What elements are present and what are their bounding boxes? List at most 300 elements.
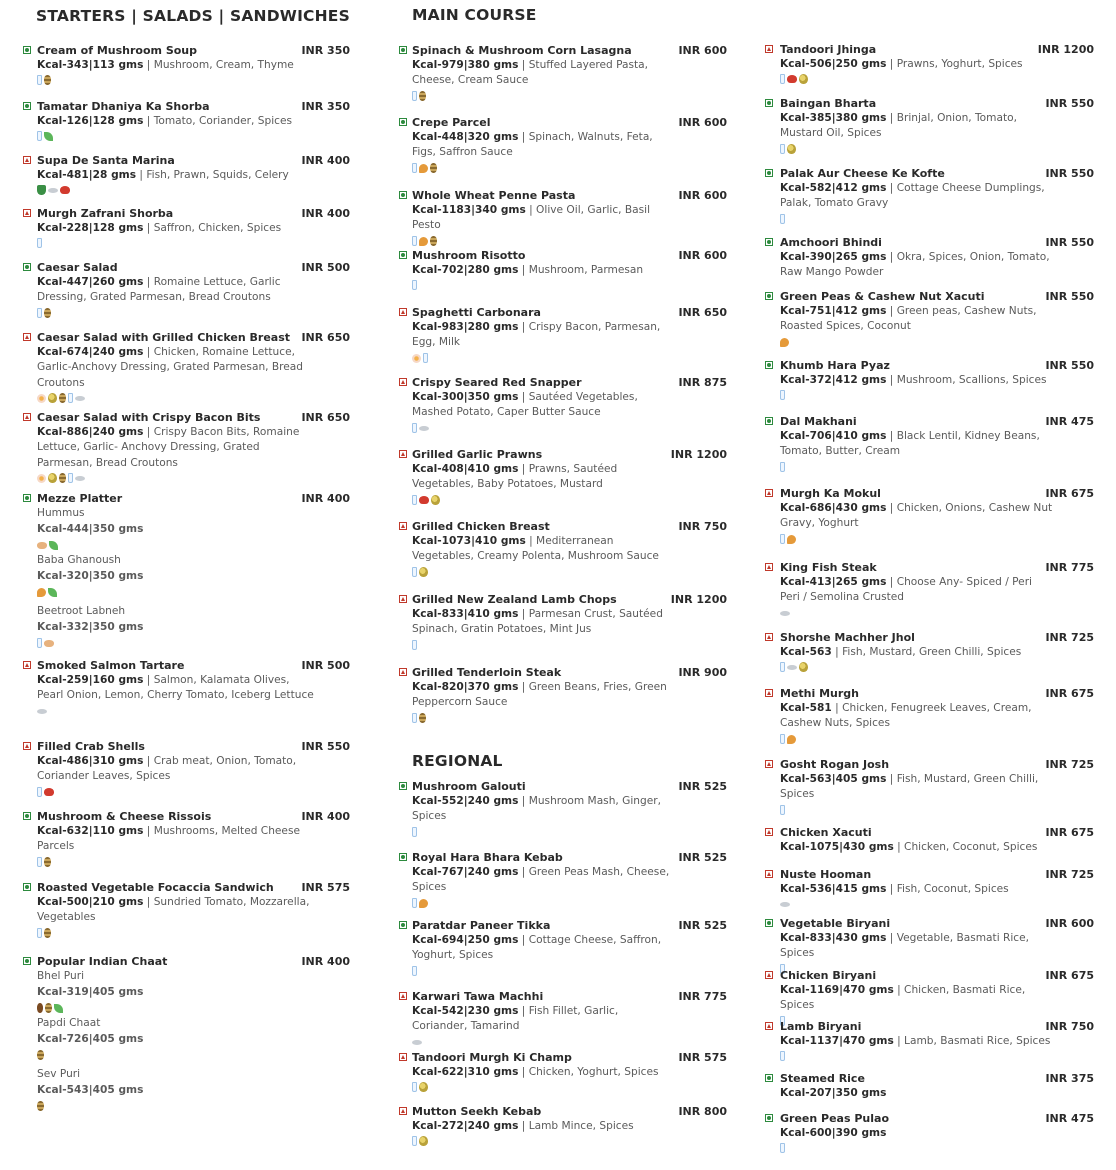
milk-icon (37, 131, 42, 141)
sub-item-label: Hummus (37, 507, 85, 519)
milk-icon (37, 238, 42, 248)
item-kcal: Kcal-702|280 gms (412, 264, 519, 276)
milk-icon (780, 462, 785, 472)
item-price: INR 675 (1045, 687, 1094, 700)
sub-item-kcal: Kcal-319|405 gms (37, 986, 144, 998)
sub-item-kcal: Kcal-726|405 gms (37, 1033, 144, 1045)
fish-icon (419, 426, 429, 431)
crustacean-icon (787, 75, 797, 83)
item-name: Palak Aur Cheese Ke Kofte (780, 167, 945, 180)
nonveg-mark-icon (23, 156, 31, 164)
item-name: Tandoori Murgh Ki Champ (412, 1051, 572, 1064)
item-description: | Salmon, Kalamata Olives, Pearl Onion, Lemon, Cherry Tomato, Iceberg Lettuce (37, 674, 314, 702)
item-description: | Crispy Bacon Bits, Romaine Lettuce, Garlic- Anchovy Dressing, Grated Parmesan, Bread Croutons (37, 426, 300, 469)
milk-icon (780, 74, 785, 84)
item-price: INR 725 (1045, 631, 1094, 644)
item-price: INR 775 (1045, 561, 1094, 574)
item-details (37, 114, 317, 129)
item-price: INR 350 (301, 44, 350, 57)
fish-icon (75, 396, 85, 401)
fish-icon (787, 665, 797, 670)
gluten-icon (37, 1101, 44, 1111)
item-details (780, 501, 1055, 532)
sub-item-label: Baba Ghanoush (37, 554, 121, 566)
veg-mark-icon (765, 417, 773, 425)
item-description: | Sundried Tomato, Mozzarella, Vegetables (37, 896, 310, 924)
item-kcal: Kcal-600|390 gms (780, 1127, 887, 1139)
egg-icon (37, 474, 46, 483)
item-name: Cream of Mushroom Soup (37, 44, 198, 57)
item-details (780, 882, 1055, 897)
milk-icon (780, 390, 785, 400)
item-name: Gosht Rogan Josh (780, 758, 890, 771)
item-name: Tamatar Dhaniya Ka Shorba (37, 100, 210, 113)
nonveg-mark-icon (765, 45, 773, 53)
item-price: INR 600 (678, 44, 727, 57)
item-price: INR 575 (678, 1051, 727, 1064)
celery-icon (37, 185, 46, 195)
item-name: Roasted Vegetable Focaccia Sandwich (37, 881, 274, 894)
item-description: | Lamb Mince, Spices (518, 1120, 634, 1132)
mustard-icon (787, 144, 796, 154)
milk-icon (412, 91, 417, 101)
milk-icon (412, 280, 417, 290)
item-description: | Cottage Cheese Dumplings, Palak, Tomato Gravy (780, 182, 1045, 210)
milk-icon (780, 805, 785, 815)
veg-mark-icon (765, 99, 773, 107)
veg-mark-icon (399, 782, 407, 790)
item-details (37, 754, 317, 785)
vegan-leaf-icon (44, 132, 53, 141)
allergen-icons (780, 1050, 785, 1062)
item-price: INR 650 (301, 411, 350, 424)
sub-item-label: Beetroot Labneh (37, 605, 126, 617)
section-title-starters: STARTERS | SALADS | SANDWICHES (36, 7, 350, 25)
item-price: INR 675 (1045, 969, 1094, 982)
milk-icon (780, 734, 785, 744)
item-price: INR 550 (301, 740, 350, 753)
item-price: INR 775 (678, 990, 727, 1003)
gluten-icon (59, 393, 66, 403)
item-kcal: Kcal-632|110 gms (37, 825, 144, 837)
sub-item-kcal: Kcal-444|350 gms (37, 523, 144, 535)
nonveg-mark-icon (23, 333, 31, 341)
item-kcal: Kcal-228|128 gms (37, 222, 144, 234)
milk-icon (412, 1136, 417, 1146)
milk-icon (37, 787, 42, 797)
fish-icon (412, 1040, 422, 1045)
item-name: Mutton Seekh Kebab (412, 1105, 542, 1118)
item-details (780, 701, 1055, 732)
item-details (780, 429, 1055, 460)
gluten-icon (44, 928, 51, 938)
item-name: Murgh Ka Mokul (780, 487, 881, 500)
veg-mark-icon (399, 118, 407, 126)
allergen-icons (37, 539, 58, 551)
item-price: INR 350 (301, 100, 350, 113)
item-details (412, 130, 674, 161)
item-kcal: Kcal-833|410 gms (412, 608, 519, 620)
allergen-icons (780, 336, 789, 348)
item-price: INR 575 (301, 881, 350, 894)
item-kcal: Kcal-385|380 gms (780, 112, 887, 124)
item-name: Baingan Bharta (780, 97, 877, 110)
sub-item-kcal: Kcal-543|405 gms (37, 1084, 144, 1096)
item-kcal: Kcal-833|430 gms (780, 932, 887, 944)
pork-icon (37, 542, 47, 549)
item-description: | Tomato, Coriander, Spices (143, 115, 292, 127)
item-description: | Mediterranean Vegetables, Creamy Polenta, Mushroom Sauce (412, 535, 659, 563)
item-kcal: Kcal-1075|430 gms (780, 841, 894, 853)
item-details (412, 933, 674, 964)
veg-mark-icon (765, 919, 773, 927)
allergen-icons (780, 213, 785, 225)
item-price: INR 800 (678, 1105, 727, 1118)
item-details (780, 931, 1055, 962)
item-details (37, 895, 317, 926)
allergen-icons (37, 74, 51, 86)
milk-icon (780, 1143, 785, 1153)
item-details (412, 320, 674, 351)
vegan-leaf-icon (54, 1004, 63, 1013)
nonveg-mark-icon (399, 1053, 407, 1061)
item-kcal: Kcal-767|240 gms (412, 866, 519, 878)
item-description: | Mushroom Mash, Ginger, Spices (412, 795, 661, 823)
item-name: Shorshe Machher Jhol (780, 631, 915, 644)
veg-mark-icon (399, 853, 407, 861)
milk-icon (780, 1051, 785, 1061)
item-name: Smoked Salmon Tartare (37, 659, 185, 672)
allergen-icons (412, 826, 417, 838)
item-details (780, 1034, 1055, 1049)
veg-mark-icon (23, 957, 31, 965)
nonveg-mark-icon (23, 661, 31, 669)
item-description: | Fish Fillet, Garlic, Coriander, Tamarind (412, 1005, 619, 1033)
item-name: Mushroom Risotto (412, 249, 526, 262)
item-kcal: Kcal-1183|340 gms (412, 204, 526, 216)
item-description: | Okra, Spices, Onion, Tomato, Raw Mango Powder (780, 251, 1050, 279)
item-kcal: Kcal-126|128 gms (37, 115, 144, 127)
item-name: Caesar Salad (37, 261, 118, 274)
item-name: Nuste Hooman (780, 868, 872, 881)
item-kcal: Kcal-542|230 gms (412, 1005, 519, 1017)
item-price: INR 500 (301, 659, 350, 672)
veg-mark-icon (23, 812, 31, 820)
item-kcal: Kcal-1073|410 gms (412, 535, 526, 547)
fish-icon (780, 611, 790, 616)
item-description: | Green Beans, Fries, Green Peppercorn Sauce (412, 681, 667, 709)
item-price: INR 525 (678, 780, 727, 793)
item-description: | Cottage Cheese, Saffron, Yoghurt, Spices (412, 934, 662, 962)
item-kcal: Kcal-207|350 gms (780, 1087, 887, 1099)
item-description: | Stuffed Layered Pasta, Cheese, Cream Sauce (412, 59, 649, 87)
nonveg-mark-icon (765, 870, 773, 878)
milk-icon (37, 638, 42, 648)
item-description: | Fish, Coconut, Spices (886, 883, 1009, 895)
nonveg-mark-icon (399, 992, 407, 1000)
item-kcal: Kcal-272|240 gms (412, 1120, 519, 1132)
item-description: | Chicken, Fenugreek Leaves, Cream, Cashew Nuts, Spices (780, 702, 1032, 730)
item-description: | Mushrooms, Melted Cheese Parcels (37, 825, 300, 853)
fish-icon (75, 476, 85, 481)
item-price: INR 725 (1045, 758, 1094, 771)
veg-mark-icon (765, 238, 773, 246)
item-details (780, 111, 1055, 142)
nuts-icon (787, 735, 796, 744)
nonveg-mark-icon (399, 1107, 407, 1115)
allergen-icons (37, 130, 53, 142)
item-description: | Mushroom, Parmesan (518, 264, 644, 276)
milk-icon (412, 1082, 417, 1092)
item-details (412, 865, 674, 896)
item-price: INR 400 (301, 154, 350, 167)
pork-icon (44, 640, 54, 647)
item-description: | Chicken, Yoghurt, Spices (518, 1066, 659, 1078)
allergen-icons (780, 733, 796, 745)
item-description: | Mushroom, Cream, Thyme (143, 59, 294, 71)
item-name: Supa De Santa Marina (37, 154, 175, 167)
item-name: Grilled Chicken Breast (412, 520, 550, 533)
item-description: | Sautéed Vegetables, Mashed Potato, Caper Butter Sauce (412, 391, 638, 419)
item-kcal: Kcal-536|415 gms (780, 883, 887, 895)
veg-mark-icon (399, 191, 407, 199)
allergen-icons (37, 1049, 44, 1061)
item-description: | Prawns, Yoghurt, Spices (886, 58, 1023, 70)
item-price: INR 400 (301, 810, 350, 823)
allergen-icons (37, 705, 47, 717)
gluten-icon (37, 1050, 44, 1060)
item-description: | Crispy Bacon, Parmesan, Egg, Milk (412, 321, 661, 349)
item-details (37, 275, 317, 306)
item-kcal: Kcal-259|160 gms (37, 674, 144, 686)
nuts-icon (419, 164, 428, 173)
item-details (412, 1004, 674, 1035)
item-details (412, 607, 674, 638)
item-details (780, 575, 1055, 606)
peanut-icon (37, 1003, 43, 1013)
egg-icon (37, 394, 46, 403)
section-title-main-course: MAIN COURSE (412, 6, 537, 24)
item-kcal: Kcal-751|412 gms (780, 305, 887, 317)
item-kcal: Kcal-506|250 gms (780, 58, 887, 70)
nonveg-mark-icon (399, 522, 407, 530)
gluten-icon (44, 857, 51, 867)
item-details (780, 304, 1055, 335)
nonveg-mark-icon (399, 450, 407, 458)
item-name: Mushroom & Cheese Rissois (37, 810, 212, 823)
milk-icon (780, 534, 785, 544)
item-details (412, 680, 674, 711)
item-description: | Chicken, Coconut, Spices (893, 841, 1038, 853)
allergen-icons (412, 566, 428, 578)
item-details (412, 263, 674, 278)
item-kcal: Kcal-1137|470 gms (780, 1035, 894, 1047)
allergen-icons (412, 1135, 428, 1147)
item-price: INR 750 (678, 520, 727, 533)
item-description: | Green peas, Cashew Nuts, Roasted Spices, Coconut (780, 305, 1037, 333)
item-name: Crepe Parcel (412, 116, 491, 129)
allergen-icons (37, 637, 54, 649)
allergen-icons (412, 965, 417, 977)
allergen-icons (37, 237, 42, 249)
nuts-icon (37, 588, 46, 597)
gluten-icon (44, 75, 51, 85)
item-description: | Vegetable, Basmati Rice, Spices (780, 932, 1030, 960)
nonveg-mark-icon (765, 563, 773, 571)
item-price: INR 1200 (670, 448, 727, 461)
item-name: Mushroom Galouti (412, 780, 526, 793)
item-price: INR 675 (1045, 487, 1094, 500)
item-kcal: Kcal-372|412 gms (780, 374, 887, 386)
mustard-icon (419, 1082, 428, 1092)
allergen-icons (780, 389, 785, 401)
item-details (37, 824, 317, 855)
veg-mark-icon (23, 263, 31, 271)
item-name: King Fish Steak (780, 561, 877, 574)
mustard-icon (48, 473, 57, 483)
allergen-icons (37, 927, 51, 939)
allergen-icons (37, 307, 51, 319)
item-description: | Fish, Prawn, Squids, Celery (136, 169, 289, 181)
nonveg-mark-icon (765, 971, 773, 979)
item-name: Grilled New Zealand Lamb Chops (412, 593, 617, 606)
item-price: INR 725 (1045, 868, 1094, 881)
gluten-icon (59, 473, 66, 483)
item-kcal: Kcal-481|28 gms (37, 169, 137, 181)
mustard-icon (48, 393, 57, 403)
item-price: INR 600 (678, 249, 727, 262)
milk-icon (68, 473, 73, 483)
item-name: Popular Indian Chaat (37, 955, 168, 968)
item-price: INR 475 (1045, 1112, 1094, 1125)
allergen-icons (37, 786, 54, 798)
item-kcal: Kcal-686|430 gms (780, 502, 887, 514)
item-price: INR 400 (301, 207, 350, 220)
item-description: | Fish, Mustard, Green Chilli, Spices (831, 646, 1022, 658)
allergen-icons (780, 898, 790, 910)
item-kcal: Kcal-979|380 gms (412, 59, 519, 71)
item-description: | Chicken, Romaine Lettuce, Garlic-Anchovy Dressing, Grated Parmesan, Bread Croutons (37, 346, 304, 389)
allergen-icons (37, 586, 57, 598)
allergen-icons (412, 422, 429, 434)
item-name: Murgh Zafrani Shorba (37, 207, 174, 220)
item-details (780, 645, 1055, 660)
item-name: Lamb Biryani (780, 1020, 862, 1033)
item-name: Green Peas & Cashew Nut Xacuti (780, 290, 985, 303)
mustard-icon (799, 74, 808, 84)
item-details (37, 58, 317, 73)
sub-item-label: Sev Puri (37, 1068, 81, 1080)
allergen-icons (780, 661, 808, 673)
egg-icon (412, 354, 421, 363)
item-price: INR 600 (678, 189, 727, 202)
gluten-icon (44, 308, 51, 318)
crustacean-icon (419, 496, 429, 504)
item-name: Chicken Biryani (780, 969, 877, 982)
crustacean-icon (60, 186, 70, 194)
nonveg-mark-icon (23, 209, 31, 217)
item-name: Green Peas Pulao (780, 1112, 890, 1125)
mustard-icon (419, 1136, 428, 1146)
allergen-icons (780, 533, 796, 545)
nonveg-mark-icon (23, 413, 31, 421)
item-price: INR 650 (301, 331, 350, 344)
fish-icon (48, 188, 58, 193)
item-price: INR 1200 (1037, 43, 1094, 56)
item-description: | Spinach, Walnuts, Feta, Figs, Saffron Sauce (412, 131, 653, 159)
item-description: | Green Peas Mash, Cheese, Spices (412, 866, 670, 894)
item-details (780, 181, 1055, 212)
item-name: Spaghetti Carbonara (412, 306, 541, 319)
milk-icon (412, 898, 417, 908)
gluten-icon (45, 1003, 52, 1013)
milk-icon (423, 353, 428, 363)
item-kcal: Kcal-694|250 gms (412, 934, 519, 946)
allergen-icons (412, 712, 426, 724)
item-details (37, 345, 317, 391)
gluten-icon (419, 91, 426, 101)
veg-mark-icon (23, 494, 31, 502)
milk-icon (37, 928, 42, 938)
item-details (780, 772, 1055, 803)
item-kcal: Kcal-983|280 gms (412, 321, 519, 333)
sub-item-kcal: Kcal-320|350 gms (37, 570, 144, 582)
sub-item-kcal: Kcal-332|350 gms (37, 621, 144, 633)
milk-icon (412, 236, 417, 246)
nonveg-mark-icon (765, 1022, 773, 1030)
nuts-icon (787, 535, 796, 544)
nonveg-mark-icon (399, 308, 407, 316)
item-name: Karwari Tawa Machhi (412, 990, 544, 1003)
vegan-leaf-icon (49, 541, 58, 550)
item-price: INR 750 (1045, 1020, 1094, 1033)
item-kcal: Kcal-563 (780, 646, 832, 658)
item-price: INR 500 (301, 261, 350, 274)
item-name: Filled Crab Shells (37, 740, 145, 753)
milk-icon (412, 827, 417, 837)
item-kcal: Kcal-500|210 gms (37, 896, 144, 908)
item-name: Caesar Salad with Grilled Chicken Breast (37, 331, 291, 344)
item-details (780, 1126, 1055, 1141)
milk-icon (780, 662, 785, 672)
milk-icon (412, 966, 417, 976)
veg-mark-icon (399, 251, 407, 259)
item-price: INR 550 (1045, 236, 1094, 249)
item-name: Grilled Garlic Prawns (412, 448, 543, 461)
item-name: Spinach & Mushroom Corn Lasagna (412, 44, 632, 57)
milk-icon (68, 393, 73, 403)
allergen-icons (37, 856, 51, 868)
nonveg-mark-icon (23, 742, 31, 750)
item-kcal: Kcal-343|113 gms (37, 59, 144, 71)
section-title-regional: REGIONAL (412, 752, 503, 770)
nonveg-mark-icon (399, 668, 407, 676)
item-name: Methi Murgh (780, 687, 860, 700)
nonveg-mark-icon (765, 760, 773, 768)
veg-mark-icon (23, 46, 31, 54)
item-kcal: Kcal-706|410 gms (780, 430, 887, 442)
veg-mark-icon (765, 1074, 773, 1082)
item-details (780, 57, 1055, 72)
item-description: | Chicken, Onions, Cashew Nut Gravy, Yoghurt (780, 502, 1053, 530)
item-description: | Parmesan Crust, Sautéed Spinach, Gratin Potatoes, Mint Jus (412, 608, 663, 636)
nonveg-mark-icon (765, 689, 773, 697)
item-details (412, 794, 674, 825)
allergen-icons (37, 184, 70, 196)
milk-icon (412, 713, 417, 723)
item-description: | Romaine Lettuce, Garlic Dressing, Grated Parmesan, Bread Croutons (37, 276, 281, 304)
milk-icon (412, 567, 417, 577)
